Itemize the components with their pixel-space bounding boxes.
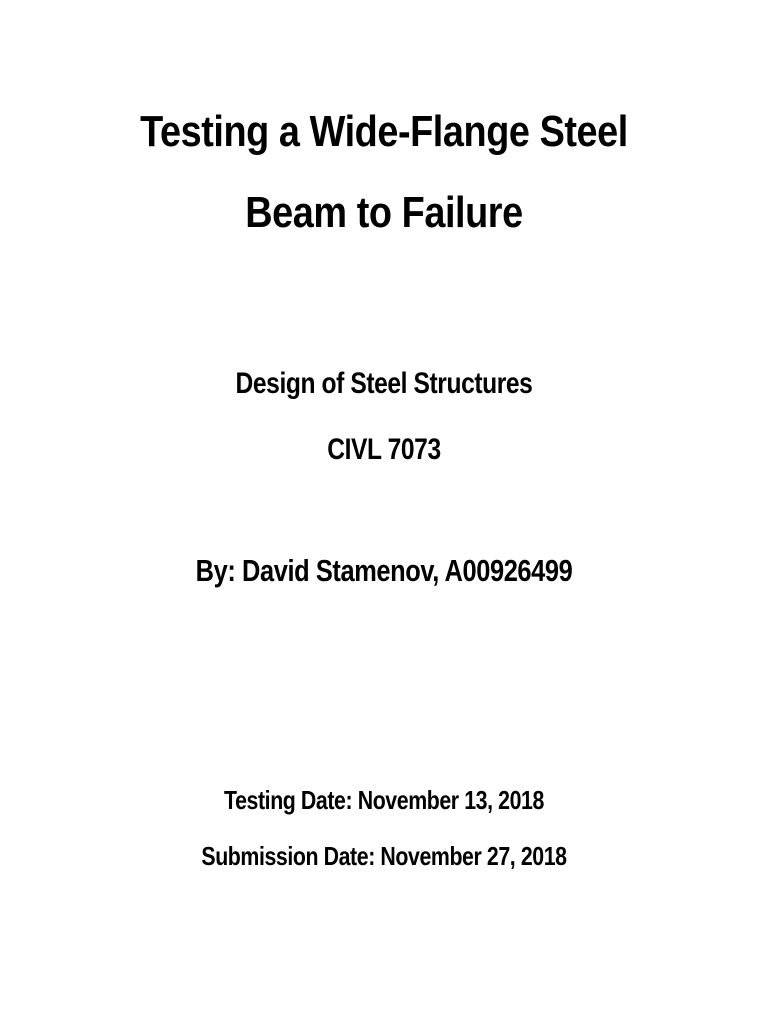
submission-date: Submission Date: November 27, 2018 <box>201 841 567 871</box>
testing-date: Testing Date: November 13, 2018 <box>224 785 544 815</box>
course-code: CIVL 7073 <box>327 433 441 466</box>
course-name: Design of Steel Structures <box>235 367 533 400</box>
author-line: By: David Stamenov, A00926499 <box>195 553 573 588</box>
report-title-line-1: Testing a Wide-Flange Steel <box>140 107 628 156</box>
report-title-line-2: Beam to Failure <box>245 188 523 237</box>
